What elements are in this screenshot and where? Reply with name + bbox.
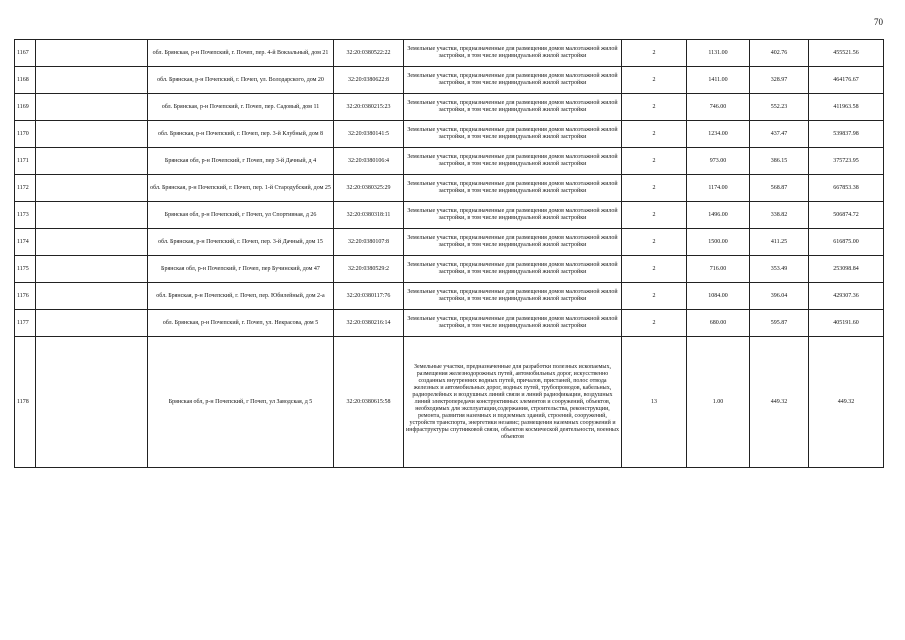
- table-row: [15, 202, 884, 229]
- cadastral-value-cell: 539837.98: [809, 121, 884, 148]
- cadastral-value-cell: 405191.60: [809, 310, 884, 337]
- use-group-cell: 2: [622, 175, 687, 202]
- use-group-cell: 2: [622, 283, 687, 310]
- area-cell: 1496.00: [687, 202, 750, 229]
- table-row: [15, 121, 884, 148]
- land-use-purpose-cell: Земельные участки, предназначенные для размещения домов малоэтажной жилой застройки, в том числе индивидуальной жилой застройки: [404, 310, 622, 337]
- land-registry-table: [14, 39, 884, 468]
- address-cell: Брянская обл, р-н Почепский, г Почеп, ул Спортивная, д 26: [148, 202, 334, 229]
- cadastral-number-cell: 32:20:0380325:29: [334, 175, 404, 202]
- area-cell: 1411.00: [687, 67, 750, 94]
- cadastral-value-cell: 253098.84: [809, 256, 884, 283]
- use-group-cell: 2: [622, 310, 687, 337]
- row-number: 1171: [15, 148, 36, 175]
- empty-cell: [36, 337, 148, 468]
- cadastral-value-cell: 449.32: [809, 337, 884, 468]
- cadastral-value-cell: 375723.95: [809, 148, 884, 175]
- empty-cell: [36, 40, 148, 67]
- cadastral-number-cell: 32:20:0380522:22: [334, 40, 404, 67]
- land-use-purpose-cell: Земельные участки, предназначенные для размещения домов малоэтажной жилой застройки, в том числе индивидуальной жилой застройки: [404, 148, 622, 175]
- empty-cell: [36, 148, 148, 175]
- empty-cell: [36, 67, 148, 94]
- cadastral-value-cell: 464176.67: [809, 67, 884, 94]
- cadastral-number-cell: 32:20:0380216:14: [334, 310, 404, 337]
- land-use-purpose-cell: Земельные участки, предназначенные для размещения домов малоэтажной жилой застройки, в том числе индивидуальной жилой застройки: [404, 256, 622, 283]
- address-cell: Брянская обл, р-н Почепский, г Почеп, ул Заводская, д 5: [148, 337, 334, 468]
- use-group-cell: 2: [622, 148, 687, 175]
- empty-cell: [36, 94, 148, 121]
- row-number: 1172: [15, 175, 36, 202]
- cadastral-number-cell: 32:20:0380318:11: [334, 202, 404, 229]
- use-group-cell: 2: [622, 67, 687, 94]
- specific-value-cell: 449.32: [750, 337, 809, 468]
- row-number: 1167: [15, 40, 36, 67]
- table-row: [15, 337, 884, 468]
- address-cell: обл. Брянская, р-н Почепский, г. Почеп, пер. 3-й Дачный, дом 15: [148, 229, 334, 256]
- area-cell: 1131.00: [687, 40, 750, 67]
- use-group-cell: 2: [622, 121, 687, 148]
- land-use-purpose-cell: Земельные участки, предназначенные для размещения домов малоэтажной жилой застройки, в том числе индивидуальной жилой застройки: [404, 229, 622, 256]
- page-number: 70: [874, 17, 883, 27]
- table-body: [15, 40, 884, 468]
- table-row: [15, 40, 884, 67]
- specific-value-cell: 568.87: [750, 175, 809, 202]
- row-number: 1177: [15, 310, 36, 337]
- cadastral-number-cell: 32:20:0380622:8: [334, 67, 404, 94]
- land-use-purpose-cell: Земельные участки, предназначенные для размещения домов малоэтажной жилой застройки, в том числе индивидуальной жилой застройки: [404, 121, 622, 148]
- specific-value-cell: 552.23: [750, 94, 809, 121]
- use-group-cell: 2: [622, 94, 687, 121]
- row-number: 1173: [15, 202, 36, 229]
- area-cell: 973.00: [687, 148, 750, 175]
- cadastral-value-cell: 616875.00: [809, 229, 884, 256]
- use-group-cell: 13: [622, 337, 687, 468]
- empty-cell: [36, 310, 148, 337]
- cadastral-number-cell: 32:20:0380117:76: [334, 283, 404, 310]
- row-number: 1174: [15, 229, 36, 256]
- empty-cell: [36, 175, 148, 202]
- row-number: 1178: [15, 337, 36, 468]
- specific-value-cell: 338.82: [750, 202, 809, 229]
- specific-value-cell: 437.47: [750, 121, 809, 148]
- use-group-cell: 2: [622, 229, 687, 256]
- address-cell: обл. Брянская, р-н Почепский, г. Почеп, пер. Садовый, дом 11: [148, 94, 334, 121]
- row-number: 1175: [15, 256, 36, 283]
- empty-cell: [36, 283, 148, 310]
- table-row: [15, 283, 884, 310]
- table-row: [15, 256, 884, 283]
- row-number: 1168: [15, 67, 36, 94]
- empty-cell: [36, 229, 148, 256]
- empty-cell: [36, 256, 148, 283]
- specific-value-cell: 353.49: [750, 256, 809, 283]
- specific-value-cell: 328.97: [750, 67, 809, 94]
- cadastral-number-cell: 32:20:0380615:58: [334, 337, 404, 468]
- land-use-purpose-cell: Земельные участки, предназначенные для размещения домов малоэтажной жилой застройки, в том числе индивидуальной жилой застройки: [404, 67, 622, 94]
- cadastral-value-cell: 506874.72: [809, 202, 884, 229]
- address-cell: обл. Брянская, р-н Почепский, г. Почеп, ул. Володарского, дом 20: [148, 67, 334, 94]
- cadastral-number-cell: 32:20:0380106:4: [334, 148, 404, 175]
- specific-value-cell: 402.76: [750, 40, 809, 67]
- address-cell: Брянская обл, р-н Почепский, г Почеп, пер Бучинский, дом 47: [148, 256, 334, 283]
- cadastral-number-cell: 32:20:0380529:2: [334, 256, 404, 283]
- area-cell: 680.00: [687, 310, 750, 337]
- specific-value-cell: 595.87: [750, 310, 809, 337]
- land-use-purpose-cell: Земельные участки, предназначенные для размещения домов малоэтажной жилой застройки, в том числе индивидуальной жилой застройки: [404, 40, 622, 67]
- land-use-purpose-cell: Земельные участки, предназначенные для размещения домов малоэтажной жилой застройки, в том числе индивидуальной жилой застройки: [404, 283, 622, 310]
- table-row: [15, 175, 884, 202]
- empty-cell: [36, 202, 148, 229]
- address-cell: обл. Брянская, р-н Почепский, г. Почеп, ул. Некрасова, дом 5: [148, 310, 334, 337]
- area-cell: 1174.00: [687, 175, 750, 202]
- area-cell: 1.00: [687, 337, 750, 468]
- cadastral-value-cell: 429307.36: [809, 283, 884, 310]
- empty-cell: [36, 121, 148, 148]
- address-cell: Брянская обл, р-н Почепский, г Почеп, пер 3-й Дачный, д 4: [148, 148, 334, 175]
- area-cell: 716.00: [687, 256, 750, 283]
- table-row: [15, 310, 884, 337]
- land-use-purpose-cell: Земельные участки, предназначенные для размещения домов малоэтажной жилой застройки, в том числе индивидуальной жилой застройки: [404, 175, 622, 202]
- row-number: 1170: [15, 121, 36, 148]
- address-cell: обл. Брянская, р-н Почепский, г. Почеп, пер. 3-й Клубный, дом 8: [148, 121, 334, 148]
- area-cell: 746.00: [687, 94, 750, 121]
- table-row: [15, 148, 884, 175]
- cadastral-value-cell: 455521.56: [809, 40, 884, 67]
- use-group-cell: 2: [622, 202, 687, 229]
- use-group-cell: 2: [622, 256, 687, 283]
- area-cell: 1084.00: [687, 283, 750, 310]
- cadastral-value-cell: 667853.38: [809, 175, 884, 202]
- cadastral-value-cell: 411963.58: [809, 94, 884, 121]
- use-group-cell: 2: [622, 40, 687, 67]
- cadastral-number-cell: 32:20:0380141:5: [334, 121, 404, 148]
- table-row: [15, 94, 884, 121]
- address-cell: обл. Брянская, р-н Почепский, г. Почеп, пер. Юбилейный, дом 2-а: [148, 283, 334, 310]
- area-cell: 1234.00: [687, 121, 750, 148]
- land-use-purpose-cell: Земельные участки, предназначенные для размещения домов малоэтажной жилой застройки, в том числе индивидуальной жилой застройки: [404, 94, 622, 121]
- land-use-purpose-cell: Земельные участки, предназначенные для разработки полезных ископаемых, размещения железнодорожных путей, автомобильных дорог, искусственно созданных внутренних водных путей, причалов, пристаней, полос отвода железных и автомобильных дорог, водных путей, трубопроводов, кабельных, радиорелейных и воздушных линий связи и линий радиофикации, воздушных линий электропередачи конструктивных элементов и сооружений, объектов, необходимых для эксплуатации,содержания, строительства, реконструкции, ремонта, развития наземных и подземных зданий, строений, сооружений, устройств транспорта, энергетики независ; размещения наземных сооружений и инфраструктуры спутниковой связи, объектов космической деятельности, военных объектов: [404, 337, 622, 468]
- land-use-purpose-cell: Земельные участки, предназначенные для размещения домов малоэтажной жилой застройки, в том числе индивидуальной жилой застройки: [404, 202, 622, 229]
- table-row: [15, 229, 884, 256]
- specific-value-cell: 396.04: [750, 283, 809, 310]
- address-cell: обл. Брянская, р-н Почепский, г. Почеп, пер. 1-й Стародубский, дом 25: [148, 175, 334, 202]
- address-cell: обл. Брянская, р-н Почепский, г. Почеп, пер. 4-й Вокзальный, дом 21: [148, 40, 334, 67]
- row-number: 1176: [15, 283, 36, 310]
- cadastral-number-cell: 32:20:0380215:23: [334, 94, 404, 121]
- table-row: [15, 67, 884, 94]
- specific-value-cell: 386.15: [750, 148, 809, 175]
- row-number: 1169: [15, 94, 36, 121]
- area-cell: 1500.00: [687, 229, 750, 256]
- specific-value-cell: 411.25: [750, 229, 809, 256]
- cadastral-number-cell: 32:20:0380107:8: [334, 229, 404, 256]
